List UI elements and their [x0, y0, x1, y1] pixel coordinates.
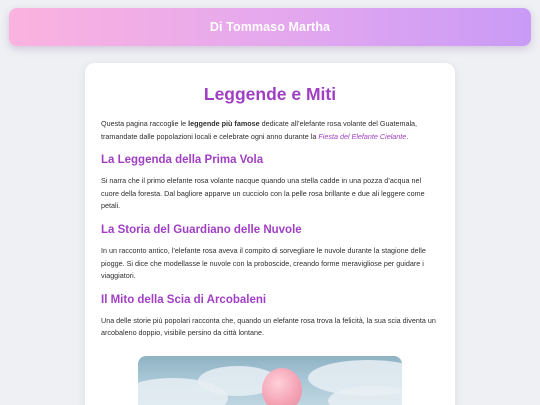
intro-text-end: . [406, 131, 409, 141]
section-text-arcobaleni: Una delle storie più popolari racconta che, quando un elefante rosa trova la felicità, la sua scia diventa un arcobaleno doppio, visibile persino da città lontane. [101, 315, 436, 338]
author-line: Di Tommaso Martha [209, 20, 331, 34]
page-title: Leggende e Miti [203, 84, 337, 104]
section-text-guardiano: In un racconto antico, l’elefante rosa aveva il compito di sorvegliare le nuvole durante la stagione delle piogge. Si dice che modellasse le nuvole con la proboscide, creando forme meravigliose per guidare i viaggiatori. [101, 245, 426, 281]
author-banner [9, 8, 531, 46]
section-heading-prima-vola: La Leggenda della Prima Vola [101, 154, 264, 167]
section-heading-guardiano: La Storia del Guardiano delle Nuvole [101, 223, 302, 236]
intro-text-start: Questa pagina raccoglie le [101, 119, 189, 128]
intro-paragraph [101, 118, 439, 143]
intro-text-middle: dedicate all’elefante rosa volante del Guatemala, tramandate dalle popolazioni locali e celebrate ogni anno durante la [101, 119, 418, 141]
pink-balloon-shape [262, 368, 302, 405]
pink-elephant-sky-image [138, 356, 402, 405]
intro-bold-text: leggende più famose [188, 119, 260, 128]
section-text-prima-vola: Si narra che il primo elefante rosa volante nacque quando una stella cadde in una pozza d’acqua nel cuore della foresta. Dal bagliore apparve un cucciolo con la pelle rosa brillante e due ali leggere come petali. [101, 176, 425, 211]
content-card [85, 63, 455, 405]
section-heading-arcobaleni: Il Mito della Scia di Arcobaleni [101, 293, 267, 306]
festival-name: Fiesta del Elefante Cielante [318, 131, 407, 141]
